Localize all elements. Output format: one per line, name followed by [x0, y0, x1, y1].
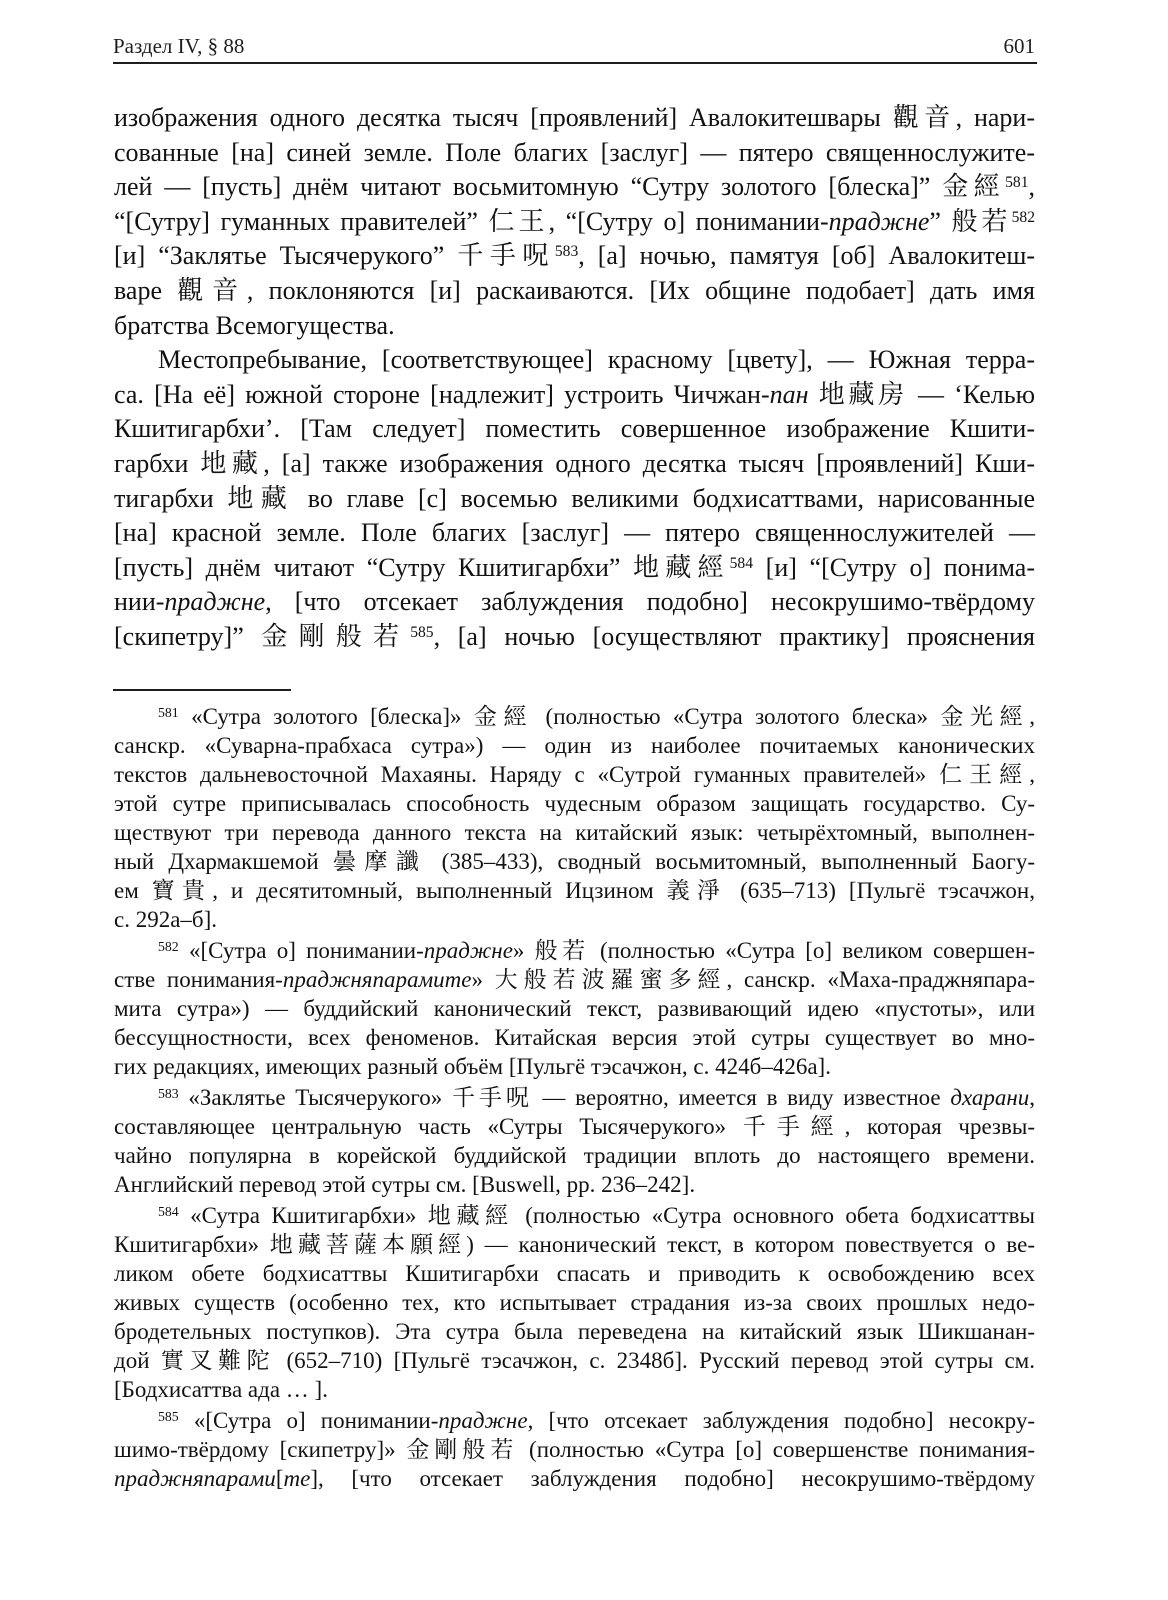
text-line [114, 551, 1035, 586]
text-line [114, 274, 1035, 309]
text-run: текстов дальневосточной Махаяны. Наряду с «Сутрой гуманных правителей» 仁王經, [114, 762, 1035, 787]
section-title: Раздел IV, § 88 [113, 34, 245, 58]
text-line [114, 482, 1035, 517]
text-run: гих редакциях, имеющих разный объём [Пульгё тэсачжон, с. 424б–426а]. [114, 1054, 831, 1079]
text-run: [скипетру]” 金剛般若 [114, 621, 411, 651]
text-run: » 大般若波羅蜜多經, санскр. «Маха-праджняпара- [471, 967, 1035, 992]
text-line [114, 905, 1035, 934]
text-run: [Бодхисаттва ада … ]. [114, 1377, 328, 1402]
footnote-ref: 583 [554, 243, 579, 261]
italic-run: те [283, 1466, 311, 1491]
text-run: Кшитигарбхи’. [Там следует] поместить совершенное изображение Кшити- [114, 414, 1035, 444]
text-run: бессущностности, всех феноменов. Китайская версия этой сутры существует во мно- [114, 1025, 1035, 1050]
text-line [114, 994, 1035, 1023]
text-line [114, 309, 1035, 344]
paragraph-continued [114, 101, 1035, 343]
running-head [113, 32, 1035, 60]
text-line [114, 760, 1035, 789]
text-run: живых существ (особенно тех, кто испытывает страдания из-за своих прошлых недо- [114, 1290, 1035, 1315]
footnote-ref: 581 [1005, 174, 1029, 192]
text-run: гарбхи 地藏, [а] также изображения одного десятка тысяч [проявлений] Кши- [114, 448, 1035, 478]
footnote-585 [114, 1406, 1035, 1493]
text-run: [на] красной земле. Поле благих [заслуг] — пятеро священнослужителей — [114, 518, 1035, 548]
text-run: , [что отсекает заблуждения подобно] несокрушимо-твёрдому [265, 587, 1035, 617]
text-run: [и] “[Сутру о] понима- [753, 552, 1035, 582]
text-run: [и] “Заклятье Тысячерукого” 千手呪 [114, 241, 555, 271]
footnote-number: 583 [158, 1086, 179, 1102]
text-run: стве понимания- [114, 967, 283, 992]
text-run: Английский перевод этой сутры см. [Buswell, pp. 236–242]. [114, 1172, 696, 1197]
footnote-581 [114, 702, 1035, 934]
text-line [114, 447, 1035, 482]
text-line [114, 1259, 1035, 1288]
text-run: 地藏房 — ‘Келью [808, 379, 1035, 409]
text-line [114, 101, 1035, 136]
text-line [114, 239, 1035, 274]
text-line [114, 378, 1035, 413]
paragraph-south-terrace [114, 343, 1035, 654]
text-run: варе 觀音, поклоняются [и] раскаиваются. [Их общине подобает] дать имя [114, 275, 1035, 305]
text-run: [пусть] днём читают “Сутру Кшитигарбхи” 地藏經 [114, 552, 730, 582]
text-run: «[Сутра о] понимании- [193, 1408, 439, 1433]
text-line [114, 965, 1035, 994]
italic-run: праджняпарами [114, 1466, 276, 1491]
text-run: этой сутре приписывалась способность чудесным образом защищать государство. Су- [114, 791, 1035, 816]
text-run: «Сутра золотого [блеска]» 金經 (полностью «Сутра золотого блеска» 金光經, [191, 704, 1036, 729]
italic-run: праджне [164, 587, 266, 617]
text-run: изображения одного десятка тысяч [проявлений] Авалокитешвары 觀音, нари- [114, 103, 1035, 132]
text-line [114, 620, 1035, 655]
text-run: сованные [на] синей земле. Поле благих [заслуг] — пятеро священнослужите- [114, 137, 1035, 167]
text-run: чайно популярна в корейской буддийской традиции вплоть до настоящего времени. [114, 1143, 1035, 1168]
footnote-number: 582 [158, 939, 179, 955]
footnote-number: 585 [158, 1409, 179, 1425]
text-run: ], [что отсекает заблуждения подобно] несокрушимо-твёрдому [310, 1466, 1035, 1491]
main-text [114, 101, 1035, 655]
text-run: » 般若 (полностью «Сутра [о] великом совершен- [512, 938, 1035, 963]
footnote-separator [113, 689, 291, 691]
text-run: «Сутра Кшитигарбхи» 地藏經 (полностью «Сутра основного обета бодхисаттвы [190, 1203, 1035, 1228]
header-rule [113, 62, 1037, 64]
footnote-582 [114, 936, 1035, 1081]
text-run: дой 實叉難陀 (652–710) [Пульгё тэсачжон, с. 2348б]. Русский перевод этой сутры см. [114, 1348, 1035, 1373]
text-line [114, 170, 1035, 205]
italic-run: праджне [438, 1408, 528, 1433]
text-line [114, 1406, 1035, 1435]
text-line [114, 1375, 1035, 1404]
text-line [114, 1230, 1035, 1259]
text-run: [ [275, 1466, 284, 1491]
text-line [114, 343, 1035, 378]
text-line [114, 516, 1035, 551]
text-run: нии- [114, 587, 165, 617]
footnote-ref: 585 [410, 624, 434, 642]
footnote-ref: 584 [729, 554, 753, 572]
text-line [114, 585, 1035, 620]
text-run: “[Сутру] гуманных правителей” 仁王, “[Сутру о] понимании- [114, 206, 829, 236]
text-run: , [1028, 172, 1035, 202]
text-line [114, 1435, 1035, 1464]
text-line [114, 1201, 1035, 1230]
text-run: ем 寶貴, и десятитомный, выполненный Ицзином 義淨 (635–713) [Пульгё тэсачжон, [114, 878, 1035, 903]
text-line [114, 1023, 1035, 1052]
text-run: , [1029, 1085, 1036, 1110]
footnotes [114, 702, 1035, 1493]
text-line [114, 1317, 1035, 1346]
text-run: мита сутра») — буддийский канонический текст, развивающий идею «пустоты», или [114, 996, 1035, 1021]
italic-run: праджне [828, 206, 930, 236]
italic-run: пан [769, 379, 809, 409]
text-line [114, 1346, 1035, 1375]
text-run: тигарбхи 地藏 во главе [с] восемью великими бодхисаттвами, нарисованные [114, 483, 1035, 513]
italic-run: дхарани [950, 1085, 1030, 1110]
text-run: , [а] ночью [осуществляют практику] прояснения [433, 621, 1036, 651]
text-run: с. 292а–б]. [114, 907, 218, 932]
text-run: «[Сутра о] понимании- [188, 938, 424, 963]
text-run: Местопребывание, [соответствующее] красному [цвету], — Южная терра- [158, 345, 1035, 375]
text-run: шимо-твёрдому [скипетру]» 金剛般若 (полностью «Сутра [о] совершенстве понимания- [114, 1437, 1035, 1462]
text-run: санскр. «Суварна-прабхаса сутра») — один из наиболее почитаемых канонических [114, 733, 1035, 758]
text-line [114, 818, 1035, 847]
page-number: 601 [1003, 34, 1035, 58]
footnote-ref: 582 [1011, 208, 1035, 226]
text-line [114, 1288, 1035, 1317]
text-line [114, 1141, 1035, 1170]
text-run: са. [На её] южной стороне [надлежит] устроить Чичжан- [114, 379, 770, 409]
text-line [114, 789, 1035, 818]
footnote-584 [114, 1201, 1035, 1404]
text-line [114, 731, 1035, 760]
text-line [114, 412, 1035, 447]
text-line [114, 136, 1035, 171]
text-line [114, 1052, 1035, 1081]
text-line [114, 1112, 1035, 1141]
text-run: Кшитигарбхи» 地藏菩薩本願經) — канонический текст, в котором повествуется о ве- [114, 1232, 1035, 1257]
text-line [114, 1170, 1035, 1199]
text-run: ществуют три перевода данного текста на китайский язык: четырёхтомный, выполнен- [114, 820, 1035, 845]
text-line [114, 936, 1035, 965]
text-line [114, 1464, 1035, 1493]
text-run: , [а] ночью, памятуя [об] Авалокитеш- [578, 241, 1035, 271]
text-run: лей — [пусть] днём читают восьмитомную “Сутру золотого [блеска]” 金經 [114, 172, 1006, 202]
footnote-number: 581 [158, 705, 179, 721]
italic-run: праджне [423, 938, 513, 963]
text-run: ный Дхармакшемой 曇摩讖 (385–433), сводный восьмитомный, выполненный Баогу- [114, 849, 1035, 874]
text-line [114, 876, 1035, 905]
text-run: ликом обете бодхисаттвы Кшитигарбхи спасать и приводить к освобождению всех [114, 1261, 1035, 1286]
text-run: составляющее центральную часть «Сутры Тысячерукого» 千手經, которая чрезвы- [114, 1114, 1035, 1139]
text-run: , [что отсекает заблуждения подобно] несокру- [527, 1408, 1035, 1433]
text-line [114, 702, 1035, 731]
footnote-number: 584 [158, 1204, 179, 1220]
text-run: братства Всемогущества. [114, 310, 395, 340]
footnote-583 [114, 1083, 1035, 1199]
text-line [114, 847, 1035, 876]
italic-run: праджняпарамите [282, 967, 472, 992]
text-run: бродетельных поступков). Эта сутра была переведена на китайский язык Шикшанан- [114, 1319, 1035, 1344]
text-run: ” 般若 [929, 206, 1012, 236]
text-run: «Заклятье Тысячерукого» 千手呪 — вероятно, имеется в виду известное [188, 1085, 951, 1110]
text-line [114, 1083, 1035, 1112]
text-line [114, 205, 1035, 240]
